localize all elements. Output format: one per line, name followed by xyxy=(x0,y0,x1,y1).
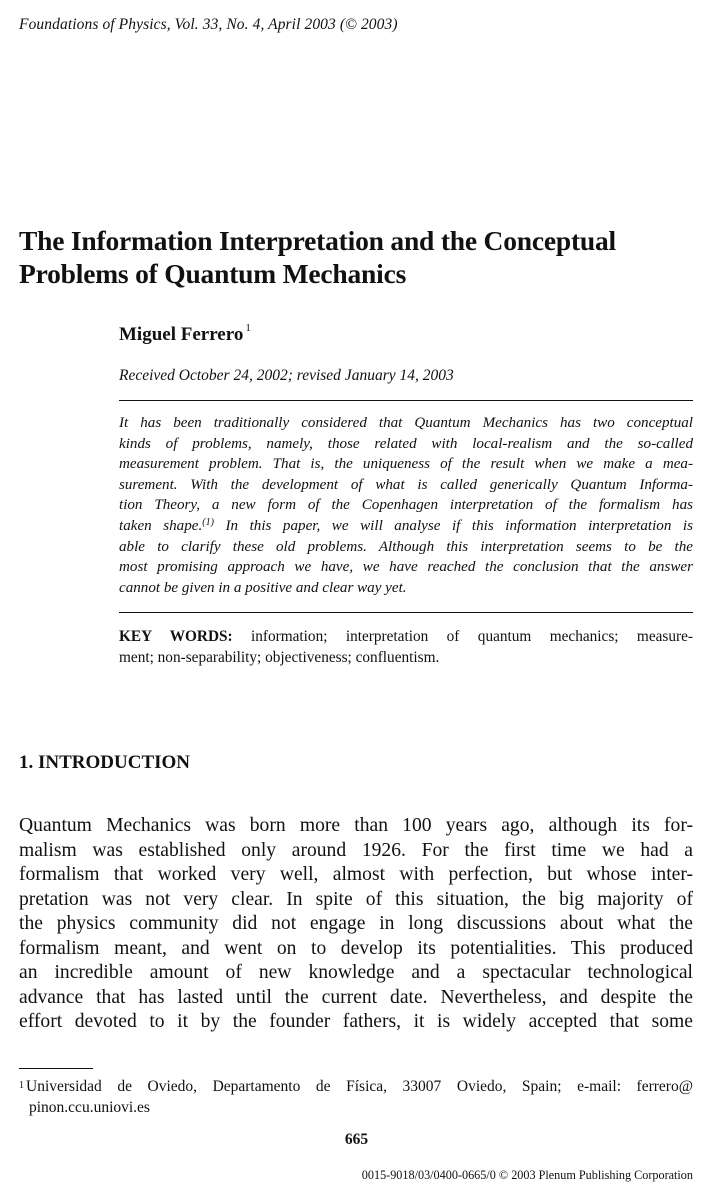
abstract-line: It has been traditionally considered that Quantum Mechanics has two conceptual xyxy=(119,415,693,431)
abstract-top-rule xyxy=(119,400,693,401)
body-line: formalism that worked very well, almost with perfection, but whose inter- xyxy=(19,864,693,885)
footnote-rule xyxy=(19,1068,93,1069)
body-line: pretation was not very clear. In spite of this situation, the big majority of xyxy=(19,888,693,910)
journal-citation: Foundations of Physics, Vol. 33, No. 4, April 2003 (© 2003) xyxy=(19,16,398,33)
abstract-line: measurement problem. That is, the uniqueness of the result when we make a mea- xyxy=(119,456,693,473)
body-line: effort devoted to it by the founder fathers, it is widely accepted that some xyxy=(19,1011,693,1032)
abstract-line: tion Theory, a new form of the Copenhagen interpretation of the formalism has xyxy=(119,497,693,514)
abstract-line-part: taken shape. xyxy=(119,517,203,534)
abstract-line: surement. With the development of what is called generically Quantum Informa- xyxy=(119,476,693,493)
author-footnote-mark: 1 xyxy=(245,322,251,334)
keywords-label: KEY WORDS: xyxy=(119,628,233,645)
keywords xyxy=(119,626,693,668)
abstract-bottom-rule xyxy=(119,612,693,613)
abstract-line: kinds of problems, namely, those related with local-realism and the so-called xyxy=(119,435,693,452)
author-name: Miguel Ferrero xyxy=(119,324,244,345)
abstract-line: cannot be given in a positive and clear way yet. xyxy=(119,579,407,596)
abstract-line: most promising approach we have, we have reached the conclusion that the answer xyxy=(119,559,693,576)
keywords-line xyxy=(119,626,693,647)
abstract-line: able to clarify these old problems. Although this interpretation seems to be the xyxy=(119,538,693,555)
abstract-line-part: In this paper, we will analyse if this information interpretation is xyxy=(213,517,693,534)
body-line: formalism meant, and went on to develop its potentialities. This produced xyxy=(19,937,693,959)
keywords-text: information; interpretation of quantum mechanics; measure- xyxy=(251,628,693,645)
body-line: the physics community did not engage in long discussions about what the xyxy=(19,913,693,934)
abstract-citation: (1) xyxy=(202,516,214,528)
body-line: Quantum Mechanics was born more than 100 years ago, although its for- xyxy=(19,815,693,836)
paper-title: The Information Interpretation and the Conceptual Problems of Quantum Mechanics xyxy=(19,225,616,289)
body-line: advance that has lasted until the current date. Nevertheless, and despite the xyxy=(19,986,693,1008)
copyright-line: 0015-9018/03/0400-0665/0 © 2003 Plenum Publishing Corporation xyxy=(361,1168,693,1182)
author xyxy=(119,324,251,346)
footnote-text: Universidad de Oviedo, Departamento de Física, 33007 Oviedo, Spain; e-mail: ferrero@ xyxy=(26,1078,693,1095)
footnote-mark: 1 xyxy=(19,1080,24,1091)
abstract xyxy=(119,413,693,598)
page-number: 665 xyxy=(344,1131,369,1148)
keywords-line: ment; non-separability; objectiveness; confluentism. xyxy=(119,649,440,666)
received-dates: Received October 24, 2002; revised January 14, 2003 xyxy=(119,367,454,384)
body-paragraph xyxy=(19,814,693,1035)
footnote-line xyxy=(19,1076,693,1097)
footnote xyxy=(19,1076,693,1118)
abstract-line xyxy=(119,516,693,537)
body-line: an incredible amount of new knowledge and a spectacular technological xyxy=(19,962,693,983)
body-line: malism was established only around 1926. For the first time we had a xyxy=(19,839,693,861)
footnote-email-continuation: pinon.ccu.uniovi.es xyxy=(29,1099,150,1116)
section-heading: 1. INTRODUCTION xyxy=(19,752,191,773)
